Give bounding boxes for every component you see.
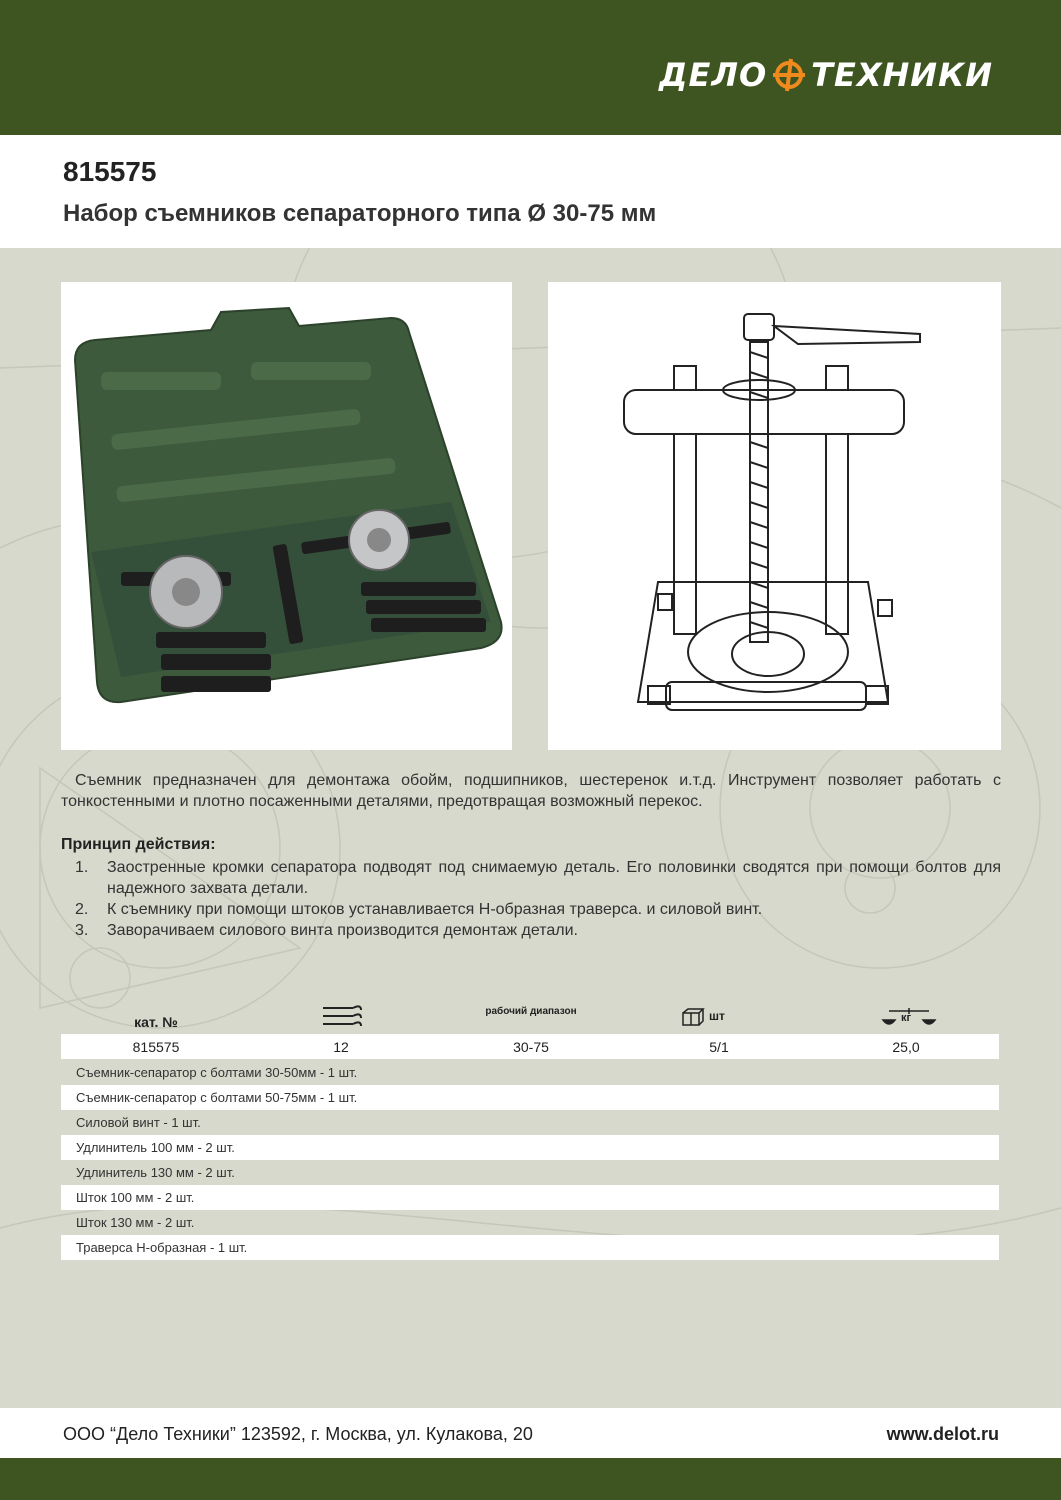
header-weight (879, 1008, 939, 1028)
step-number: 1. (75, 859, 89, 876)
step-number: 2. (75, 901, 89, 918)
step-3 (61, 920, 1001, 941)
puller-diagram (548, 282, 1001, 750)
brand-logo (659, 50, 993, 100)
step-number: 3. (75, 922, 89, 939)
brand-left: ДЕЛО (659, 56, 768, 94)
list-item: Траверса Н-образная - 1 шт. (61, 1235, 999, 1260)
spec-row (61, 1034, 999, 1059)
principle-steps (61, 857, 1001, 941)
footer-address: ООО “Дело Техники” 123592, г. Москва, ул. Кулакова, 20 (63, 1424, 533, 1444)
header-pack (679, 1008, 741, 1028)
row-count: 12 (333, 1039, 349, 1055)
step-text: Заворачиваем силового винта производится демонтаж детали. (107, 922, 578, 939)
row-weight: 25,0 (892, 1039, 920, 1055)
step-text: Заостренные кромки сепаратора подводят под снимаемую деталь. Его половинки сводятся при помощи болтов для надежного захвата детали. (107, 859, 1001, 897)
header-range: рабочий диапазон (485, 1006, 577, 1017)
step-2 (61, 899, 1001, 920)
product-photo (61, 282, 512, 750)
footer-website-link[interactable]: www.delot.ru (886, 1424, 999, 1444)
header-bar (0, 0, 1061, 135)
row-cat: 815575 (132, 1039, 180, 1055)
weight-label: кг (901, 1012, 912, 1024)
row-pack: 5/1 (709, 1039, 729, 1055)
contents-list (61, 1060, 999, 1260)
brand-right: ТЕХНИКИ (811, 56, 993, 94)
box-icon (681, 1008, 705, 1026)
pack-label: шт (709, 1009, 725, 1023)
principle-heading: Принцип действия: (61, 836, 216, 853)
technical-drawing (548, 282, 1001, 750)
step-text: К съемнику при помощи штоков устанавливается Н-образная траверса. и силовой винт. (107, 901, 763, 918)
description: Съемник предназначен для демонтажа обойм, подшипников, шестеренок и.т.д. Инструмент позволяет работать с тонкостенными и плотно посаженными деталями, предотвращая возможный перекос. (61, 772, 1001, 810)
step-1 (61, 857, 1001, 899)
title-box (0, 135, 1061, 248)
list-item: Удлинитель 100 мм - 2 шт. (61, 1135, 999, 1160)
spec-header (61, 998, 1001, 1034)
tools-count-icon (319, 1002, 365, 1030)
case-illustration (61, 282, 512, 750)
header-cat: кат. № (134, 1014, 178, 1030)
list-item: Шток 130 мм - 2 шт. (76, 1215, 195, 1230)
product-code: 815575 (63, 156, 157, 187)
list-item: Силовой винт - 1 шт. (76, 1115, 201, 1130)
brand-mark-icon (771, 57, 807, 93)
list-item: Съемник-сепаратор с болтами 30-50мм - 1 шт. (76, 1065, 358, 1080)
list-item: Удлинитель 130 мм - 2 шт. (76, 1165, 235, 1180)
product-title: Набор съемников сепараторного типа Ø 30-75 мм (63, 200, 657, 227)
list-item: Шток 100 мм - 2 шт. (61, 1185, 999, 1210)
list-item: Съемник-сепаратор с болтами 50-75мм - 1 шт. (61, 1085, 999, 1110)
row-range: 30-75 (513, 1039, 549, 1055)
footer-bar (0, 1458, 1061, 1500)
